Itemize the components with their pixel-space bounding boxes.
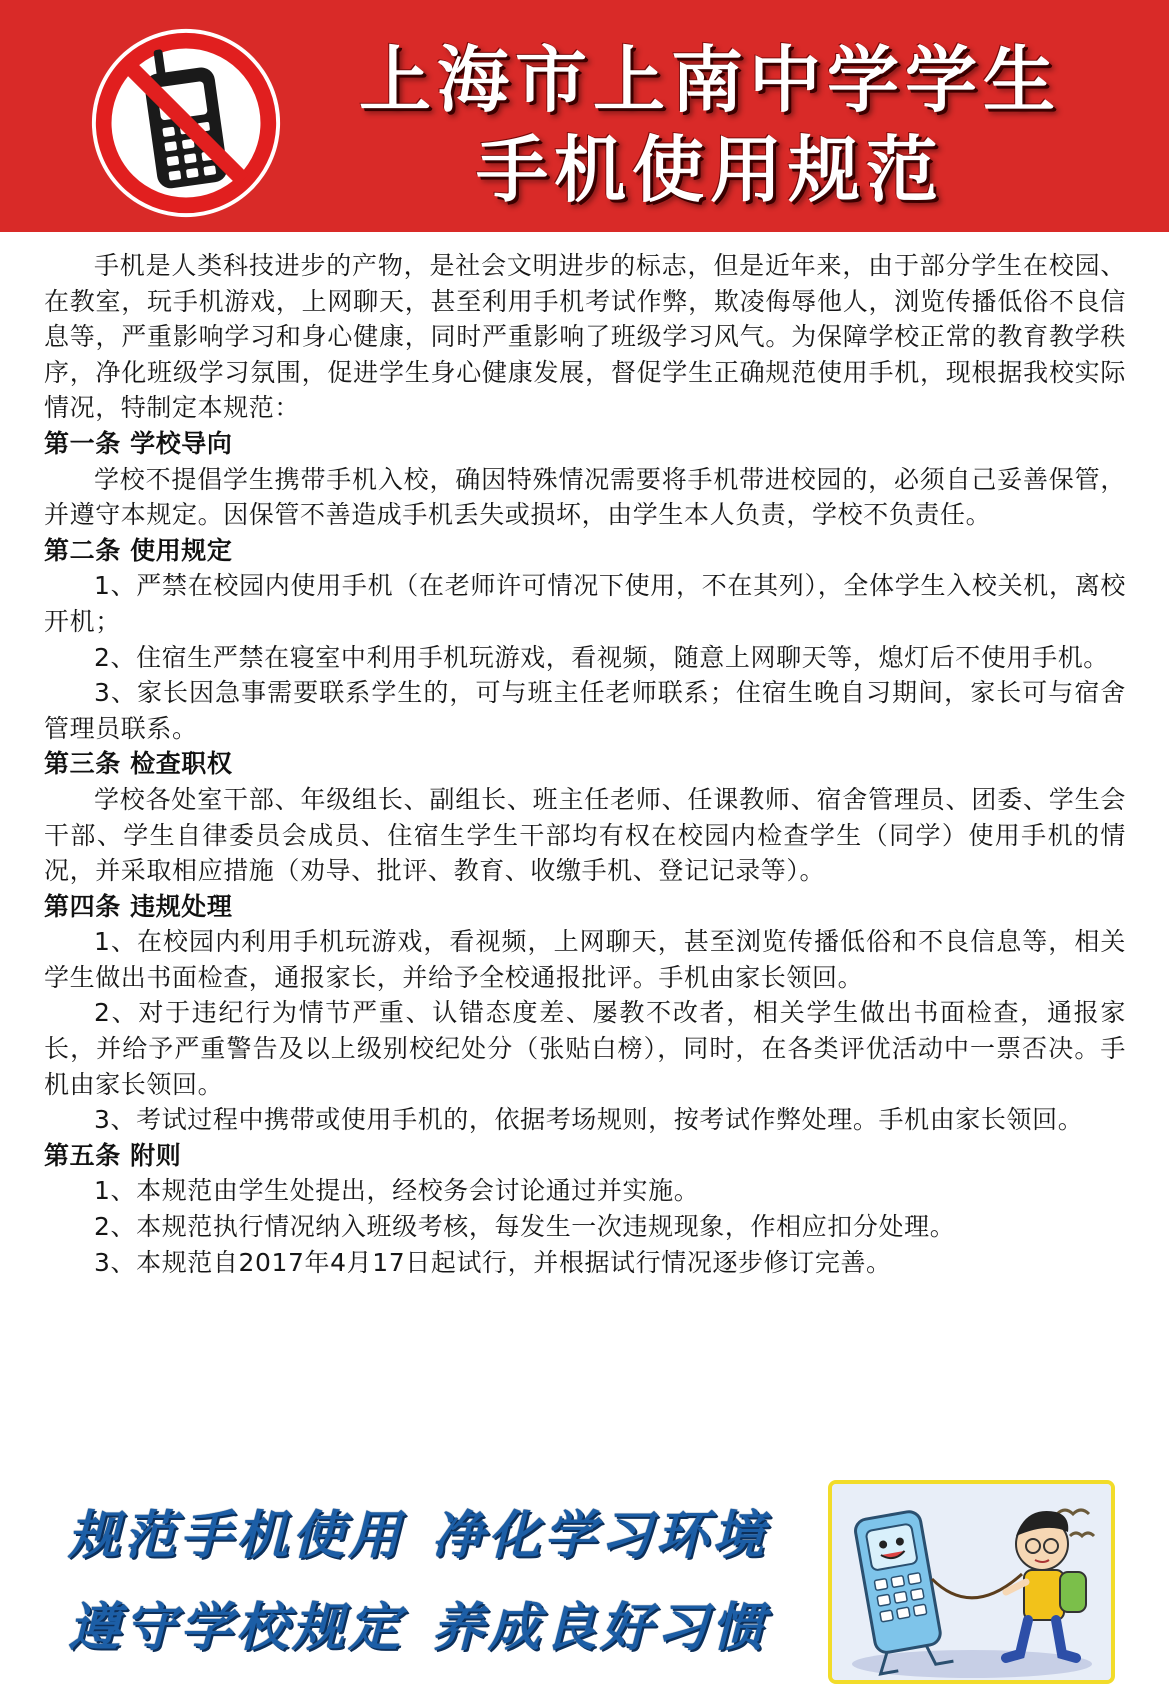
page-title-line2: 手机使用规范	[475, 128, 944, 212]
article-paragraph: 2、本规范执行情况纳入班级考核，每发生一次违规现象，作相应扣分处理。	[94, 1212, 956, 1242]
slogan-text: 净化学习环境	[432, 1506, 769, 1566]
article-paragraph: 学校不提倡学生携带手机入校，确因特殊情况需要将手机带进校园的，必须自己妥善保管，并遵守本规定。因保管不善造成手机丢失或损坏，由学生本人负责，学校不负责任。	[44, 464, 1126, 530]
page-title-line1: 上海市上南中学学生	[358, 38, 1061, 122]
slogan-text: 养成良好习惯	[432, 1598, 769, 1658]
article-paragraph: 学校各处室干部、年级组长、副组长、班主任老师、任课教师、宿舍管理员、团委、学生会干部、学生自律委员会成员、住宿生学生干部均有权在校园内检查学生（同学）使用手机的情况，并采取相应措施（劝导、批评、教育、收缴手机、登记记录等）。	[44, 784, 1126, 886]
article-paragraph: 1、在校园内利用手机玩游戏，看视频，上网聊天，甚至浏览传播低俗和不良信息等，相关学生做出书面检查，通报家长，并给予全校通报批评。手机由家长领回。	[44, 927, 1126, 992]
article-paragraph: 3、本规范自2017年4月17日起试行，并根据试行情况逐步修订完善。	[94, 1247, 892, 1277]
article-paragraph: 3、家长因急事需要联系学生的，可与班主任老师联系；住宿生晚自习期间，家长可与宿舍管理员联系。	[44, 678, 1126, 743]
article-paragraph: 1、严禁在校园内使用手机（在老师许可情况下使用，不在其列），全体学生入校关机，离校开机；	[44, 571, 1126, 636]
slogan-text: 规范手机使用	[68, 1506, 405, 1566]
article-paragraph: 3、考试过程中携带或使用手机的，依据考场规则，按考试作弊处理。手机由家长领回。	[94, 1105, 1084, 1135]
article-heading: 第四条 违规处理	[44, 891, 233, 921]
slogan-block	[60, 1498, 800, 1688]
slogan-text: 遵守学校规定	[68, 1598, 405, 1658]
article-heading: 第五条 附则	[44, 1140, 182, 1170]
cartoon-illustration	[828, 1480, 1115, 1684]
no-phone-icon	[88, 25, 284, 221]
article-heading: 第二条 使用规定	[44, 535, 233, 565]
article-heading: 第三条 检查职权	[44, 749, 233, 779]
header-banner	[0, 0, 1169, 232]
intro-paragraph: 手机是人类科技进步的产物，是社会文明进步的标志，但是近年来，由于部分学生在校园、在教室，玩手机游戏，上网聊天，甚至利用手机考试作弊，欺凌侮辱他人，浏览传播低俗不良信息等，严重影响学习和身心健康，同时严重影响了班级学习风气。为保障学校正常的教育教学秩序，净化班级学习氛围，促进学生身心健康发展，督促学生正确规范使用手机，现根据我校实际情况，特制定本规范：	[44, 251, 1126, 423]
article-paragraph: 1、本规范由学生处提出，经校务会讨论通过并实施。	[94, 1176, 700, 1206]
phone-and-student-cartoon-icon	[832, 1484, 1111, 1680]
regulation-text	[44, 248, 1126, 1280]
article-heading: 第一条 学校导向	[44, 428, 233, 458]
article-paragraph: 2、住宿生严禁在寝室中利用手机玩游戏，看视频，随意上网聊天等，熄灯后不使用手机。	[94, 642, 1109, 672]
article-paragraph: 2、对于违纪行为情节严重、认错态度差、屡教不改者，相关学生做出书面检查，通报家长，并给予严重警告及以上级别校纪处分（张贴白榜），同时，在各类评优活动中一票否决。手机由家长领回。	[44, 998, 1126, 1099]
